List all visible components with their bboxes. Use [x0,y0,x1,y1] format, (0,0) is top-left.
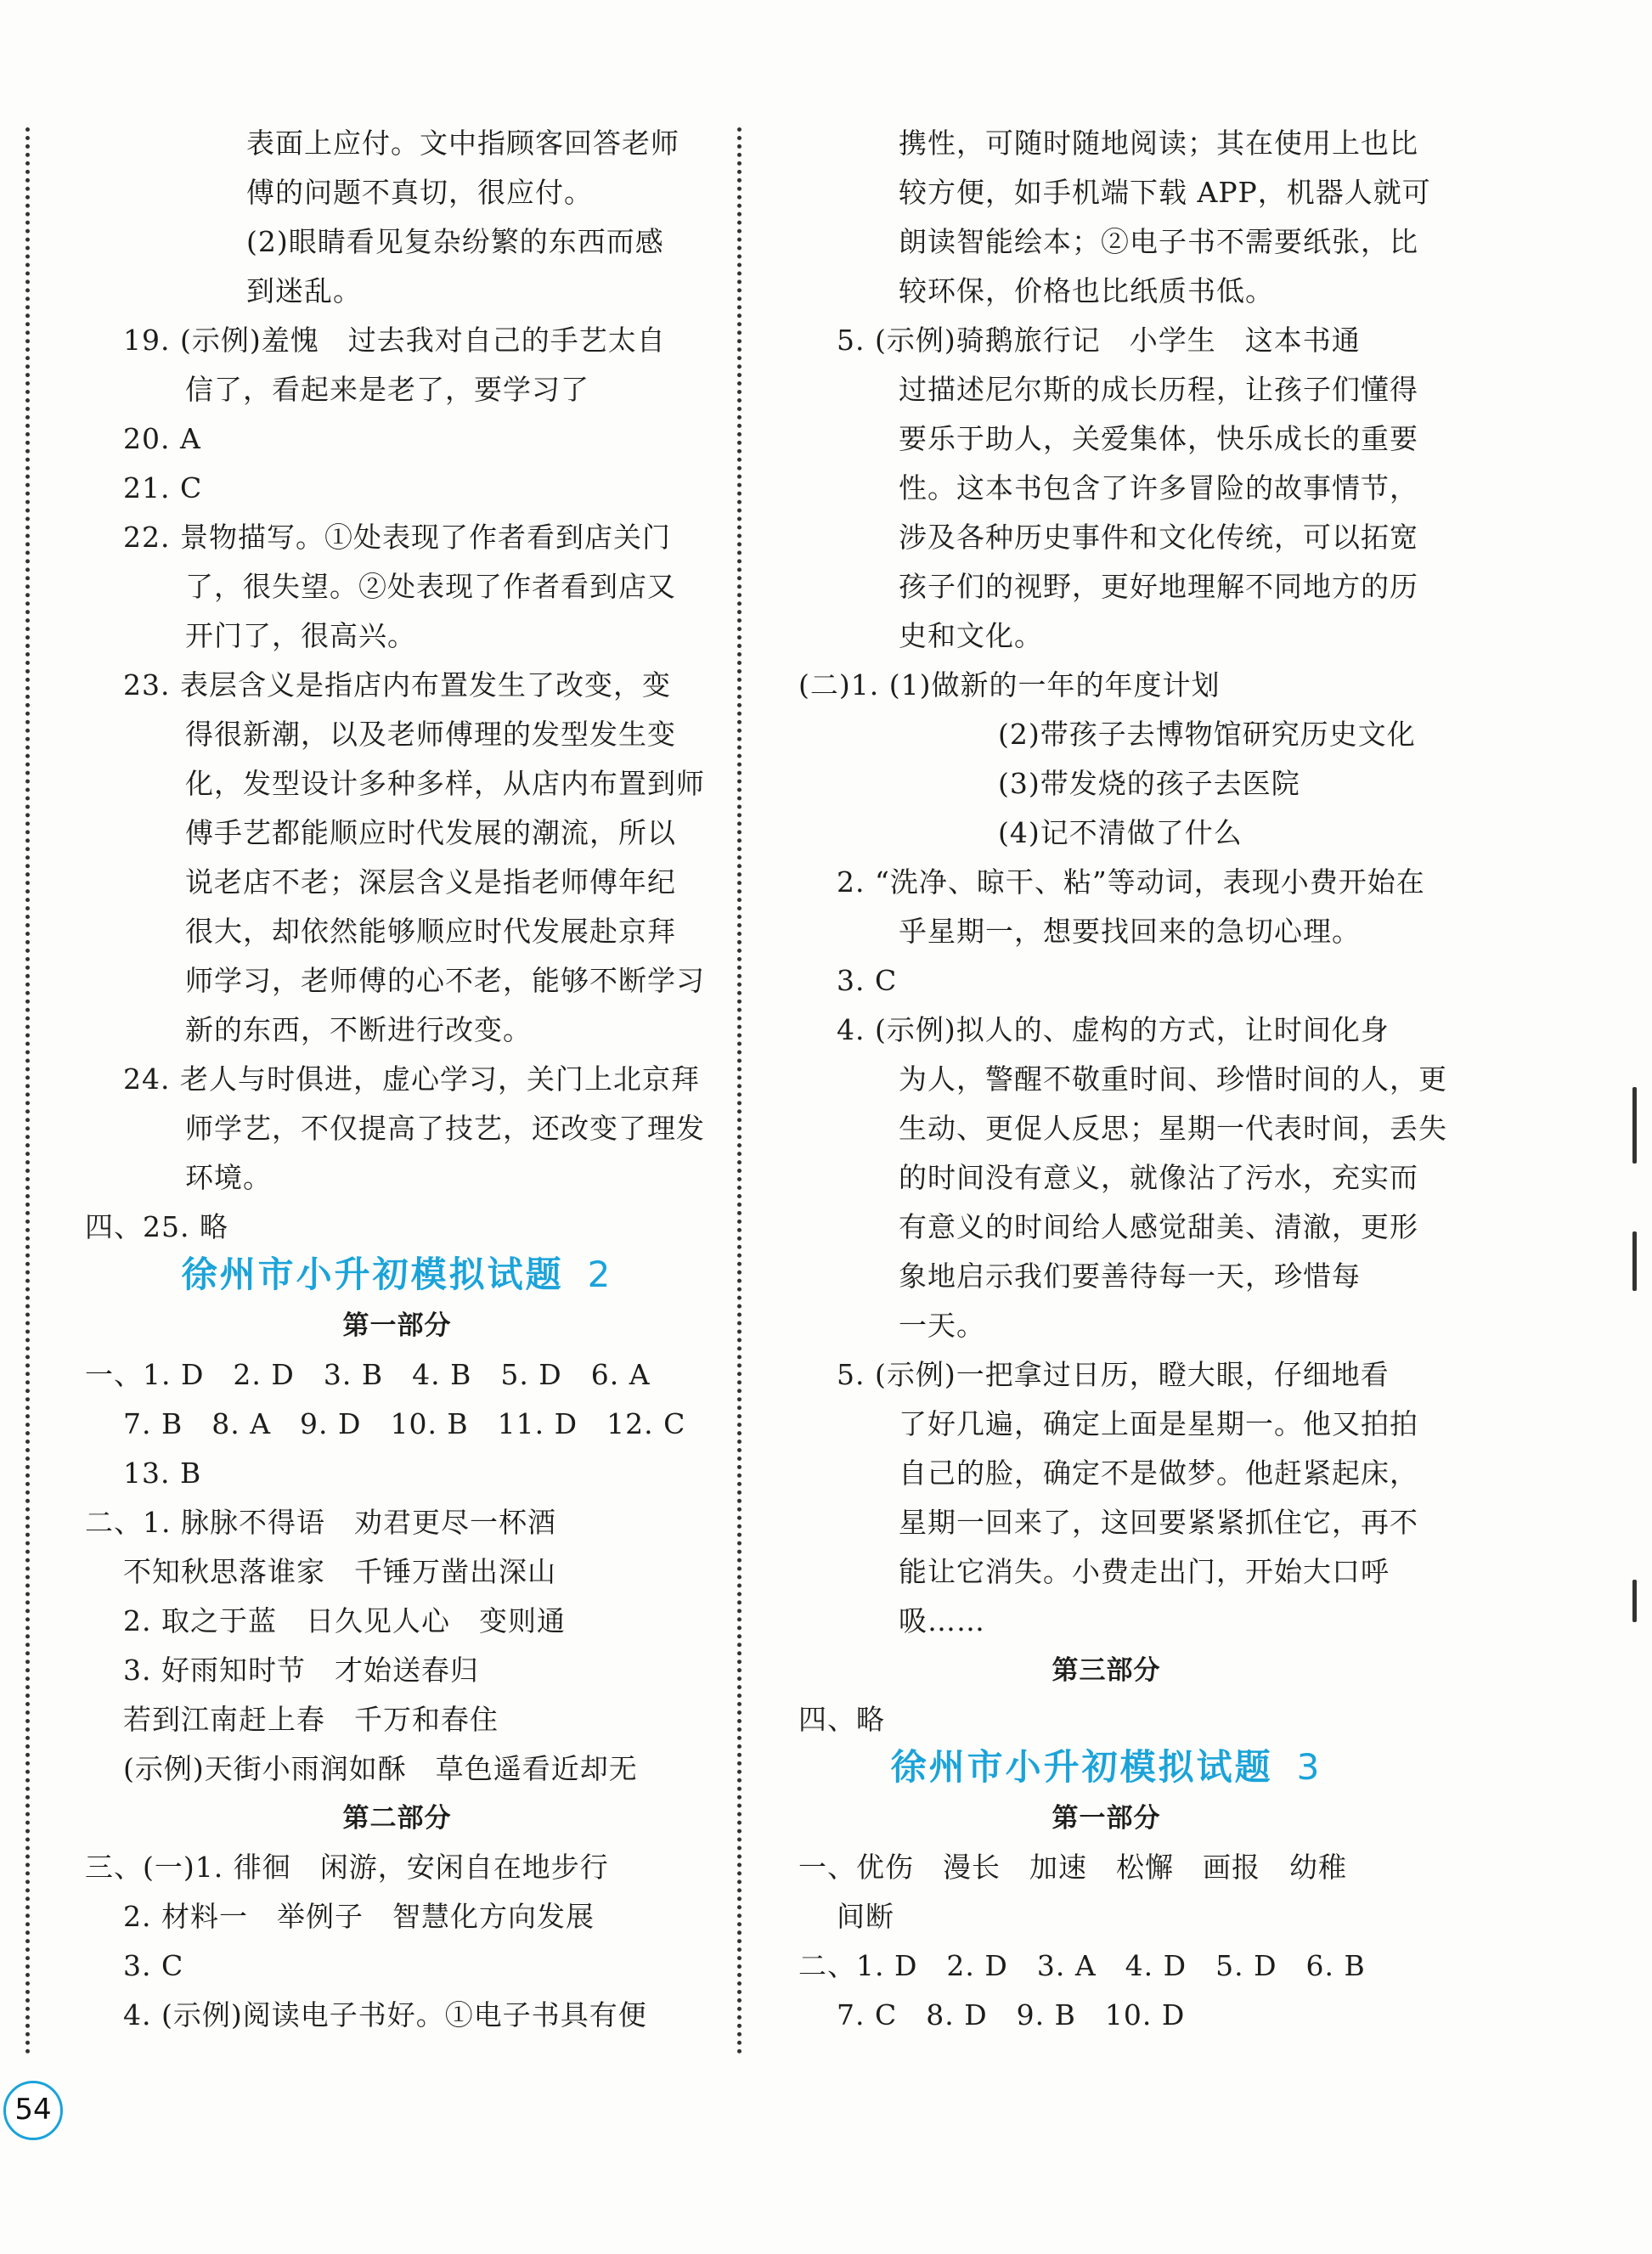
answer-line: 傅的问题不真切，很应付。 [246,176,593,209]
edge-scan-mark [1632,1231,1637,1291]
answer-line: 3. 好雨知时节 才始送春归 [123,1654,479,1687]
answer-line: 过描述尼尔斯的成长历程，让孩子们懂得 [899,373,1418,406]
answer-line: 很大，却依然能够顺应时代发展赴京拜 [185,915,676,948]
answer-line: 化，发型设计多种多样，从店内布置到师 [185,767,705,800]
part-heading: 第二部分 [342,1803,452,1834]
answer-line: 的时间没有意义，就像沾了污水，充实而 [899,1161,1418,1194]
answer-line: 2. 材料一 举例子 智慧化方向发展 [123,1900,595,1933]
answer-line: 2. “洗净、晾干、粘”等动词，表现小费开始在 [837,865,1425,899]
answer-line: 了好几遍，确定上面是星期一。他又拍拍 [899,1407,1418,1440]
center-dotted-rule [737,127,741,2055]
answer-line: 要乐于助人，关爱集体，快乐成长的重要 [899,422,1418,455]
answer-line: 吸…… [899,1604,985,1637]
answer-line: 7. B 8. A 9. D 10. B 11. D 12. C [123,1407,686,1440]
answer-line: 较环保，价格也比纸质书低。 [899,274,1274,307]
answer-line: (二)1. (1)做新的一年的年度计划 [798,668,1221,702]
answer-line: 得很新潮，以及老师傅理的发型发生变 [185,718,676,751]
answer-line: 19. (示例)羞愧 过去我对自己的手艺太自 [123,324,666,357]
answer-line: 4. (示例)阅读电子书好。①电子书具有便 [123,1998,647,2031]
edge-scan-mark [1632,1580,1637,1622]
answer-line: (2)带孩子去博物馆研究历史文化 [998,718,1416,751]
answer-line: 表面上应付。文中指顾客回答老师 [246,127,679,160]
part-heading: 第一部分 [342,1310,452,1341]
answer-line: 不知秋思落谁家 千锤万凿出深山 [123,1555,556,1588]
answer-line: 20. A [123,422,201,455]
section-title [85,1250,709,1299]
answer-line: 21. C [123,471,203,504]
answer-line: 四、25. 略 [85,1210,228,1243]
answer-line: 环境。 [185,1161,272,1194]
answer-line: 若到江南赶上春 千万和春住 [123,1703,499,1736]
answer-line: 四、略 [798,1703,885,1736]
answer-line: 二、1. D 2. D 3. A 4. D 5. D 6. B [798,1949,1366,1982]
answer-line: 乎星期一，想要找回来的急切心理。 [899,915,1361,948]
answer-line: 朗读智能绘本；②电子书不需要纸张，比 [899,225,1418,258]
answer-line: 一天。 [899,1309,985,1342]
section-title-text: 徐州市小升初模拟试题 [890,1746,1273,1788]
answer-line: 孩子们的视野，更好地理解不同地方的历 [899,570,1418,603]
answer-line: 3. C [123,1949,184,1982]
section-title-number: 3 [1296,1746,1322,1788]
answer-line: 星期一回来了，这回要紧紧抓住它，再不 [899,1506,1418,1539]
answer-line: 师学艺，不仅提高了技艺，还改变了理发 [185,1112,705,1145]
part-heading: 第一部分 [1052,1803,1161,1834]
answer-line: 较方便，如手机端下载 APP，机器人就可 [899,176,1431,209]
answer-line: 一、优伤 漫长 加速 松懈 画报 幼稚 [798,1851,1347,1884]
answer-line: 生动、更促人反思；星期一代表时间，丢失 [899,1112,1447,1145]
answer-line: 5. (示例)骑鹅旅行记 小学生 这本书通 [837,324,1361,357]
answer-line: 间断 [837,1900,894,1933]
answer-line: 13. B [123,1457,202,1490]
answer-line: 新的东西，不断进行改变。 [185,1013,532,1046]
answer-line: 性。这本书包含了许多冒险的故事情节， [899,471,1418,504]
answer-line: 开门了，很高兴。 [185,619,416,652]
section-title-text: 徐州市小升初模拟试题 [181,1254,564,1295]
section-title-number: 2 [587,1254,613,1295]
answer-line: (3)带发烧的孩子去医院 [998,767,1300,800]
answer-line: 为人，警醒不敬重时间、珍惜时间的人，更 [899,1062,1447,1096]
answer-line: 有意义的时间给人感觉甜美、清澈，更形 [899,1210,1418,1243]
answer-line: 22. 景物描写。①处表现了作者看到店关门 [123,521,671,554]
answer-line: 信了，看起来是老了，要学习了 [185,373,589,406]
answer-line: 5. (示例)一把拿过日历，瞪大眼，仔细地看 [837,1358,1390,1391]
answer-line: 象地启示我们要善待每一天，珍惜每 [899,1259,1361,1293]
answer-line: 3. C [837,964,898,997]
answer-line: 携性，可随时随地阅读；其在使用上也比 [899,127,1418,160]
answer-line: 说老店不老；深层含义是指老师傅年纪 [185,865,676,899]
answer-line: 二、1. 脉脉不得语 劝君更尽一杯酒 [85,1506,556,1539]
answer-line: 7. C 8. D 9. B 10. D [837,1998,1186,2031]
section-title [798,1743,1414,1792]
answer-line: 史和文化。 [899,619,1043,652]
answer-line: (2)眼睛看见复杂纷繁的东西而感 [246,225,664,258]
answer-line: (示例)天街小雨润如酥 草色遥看近却无 [123,1752,638,1785]
answer-line: (4)记不清做了什么 [998,816,1243,849]
left-margin-dotted-rule [25,127,30,2055]
edge-scan-mark [1632,1087,1637,1164]
answer-line: 24. 老人与时俱进，虚心学习，关门上北京拜 [123,1062,700,1096]
answer-line: 2. 取之于蓝 日久见人心 变则通 [123,1604,566,1637]
answer-line: 三、(一)1. 徘徊 闲游，安闲自在地步行 [85,1851,609,1884]
part-heading: 第三部分 [1052,1655,1161,1686]
answer-line: 涉及各种历史事件和文化传统，可以拓宽 [899,521,1418,554]
answer-line: 自己的脸，确定不是做梦。他赶紧起床， [899,1457,1418,1490]
answer-line: 能让它消失。小费走出门，开始大口呼 [899,1555,1390,1588]
answer-line: 一、1. D 2. D 3. B 4. B 5. D 6. A [85,1358,651,1391]
answer-line: 傅手艺都能顺应时代发展的潮流，所以 [185,816,676,849]
answer-line: 师学习，老师傅的心不老，能够不断学习 [185,964,705,997]
answer-line: 到迷乱。 [246,274,362,307]
page-number: 54 [3,2081,63,2140]
answer-line: 了，很失望。②处表现了作者看到店又 [185,570,676,603]
answer-line: 23. 表层含义是指店内布置发生了改变，变 [123,668,671,702]
answer-line: 4. (示例)拟人的、虚构的方式，让时间化身 [837,1013,1390,1046]
